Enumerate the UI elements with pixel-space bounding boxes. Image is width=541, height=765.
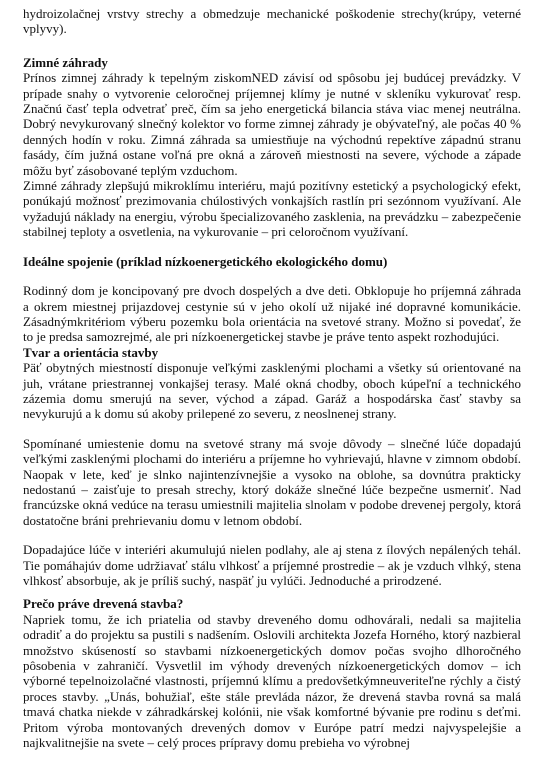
paragraph-tvar-orientacia-1: Päť obytných miestností disponuje veľkými zasklenými plochami a všetky sú orientované na juh, vrátane priestrannej vonkajšej terasy. Malé okná chodby, oboch kúpeľní a technického zázemia domu smerujú na sever, východ a západ. Garáž a hospodárska časť stavby sa nevykurujú a k domu sú akoby prilepené zo severu, z neoslnenej strany. [23, 360, 521, 422]
heading-idealne-spojenie: Ideálne spojenie (príklad nízkoenergetického ekologického domu) [23, 253, 388, 269]
paragraph-zimne-zahrady-1: Prínos zimnej záhrady k tepelným ziskomNED závisí od spôsobu jej budúcej prevádzky. V prípade snahy o vytvorenie celoročnej príjemnej klímy je nutné v skleníku vykurovať resp. Značnú časť tepla odvetrať preč, čím sa jeho energetická bilancia stáva viac menej neutrálna. Dobrý nevykurovaný slnečný kolektor vo forme zimnej záhrady je obývateľný, ale počas 40 % denných hodín v roku. Zimná záhrada sa umiestňuje na východnú repektíve západnú stranu fasády, čím južná ostane voľná pre okná a zároveň miestnosti na severe, východe a západe môžu byť zásobované teplým vzduchom. [23, 70, 521, 178]
intro-paragraph-tail: hydroizolačnej vrstvy strechy a obmedzuje mechanické poškodenie strechy(krúpy, veterné vplyvy). [23, 6, 521, 37]
heading-tvar-orientacia: Tvar a orientácia stavby [23, 344, 159, 360]
heading-preco-drevena-stavba: Prečo práve drevená stavba? [23, 596, 184, 612]
document-page [23, 0, 521, 750]
paragraph-preco-drevena-stavba-1: Napriek tomu, že ich priatelia od stavby dreveného domu odhovárali, nedali sa majitelia odradiť a do projektu sa pustili s nadšením. Oslovili architekta Jozefa Horného, ktorý nazbieral množstvo skúseností so stavbami nízkoenergetických domov počas svojho dlhoročného pôsobenia v zahraničí. Vysvetlil im výhody drevených nízkoenergetických domov – ich výborné tepelnoizolačné vlastnosti, príjemnú klímu a predovšetkýmneuveriteľne rýchly a čistý proces stavby. „Unás, bohužiaľ, ešte stále prevláda názor, že drevená stavba rovná sa malá tmavá chatka niekde v záhradkárskej kolónii, nie však komfortné bývanie pre rodinu s deťmi. Pritom výroba montovaných drevených domov v Európe patrí medzi najvyspelejšie a najkvalitnejšie na svete – celý proces prípravy domu prebieha vo výrobnej [23, 611, 521, 751]
paragraph-idealne-spojenie-1: Rodinný dom je koncipovaný pre dvoch dospelých a dve deti. Obklopuje ho príjemná záhrada a okrem miestnej prijazdovej cestynie sú v jeho okolí už nijaké iné dopravné komunikácie. Zásadnýmkritériom výberu pozemku bola orientácia na svetové strany. Možno si povedať, že to je predsa samozrejmé, ale pri nízkoenergetickej stavbe je práve tento aspekt rozhodujúci. [23, 283, 521, 345]
paragraph-tvar-orientacia-3: Dopadajúce lúče v interiéri akumulujú nielen podlahy, ale aj stena z ílových nepálených tehál. Tie pomáhajúv dome udržiavať stálu vlhkosť a príjemné prostredie – ak je vzduch vlhký, stena vlhkosť absorbuje, ak je príliš suchý, naspäť ju vylúči. Jednoduché a prirodzené. [23, 542, 521, 588]
paragraph-zimne-zahrady-2: Zimné záhrady zlepšujú mikroklímu interiéru, majú pozitívny estetický a psychologický efekt, ponúkajú možnosť prezimovania chúlostivých vonkajších rastlín pri sezónnom využívaní. Ale vyžadujú náklady na energiu, výrobu špecializovaného zasklenia, na prevádzku – zabezpečenie stabilnej teploty a osvetlenia, na vykurovanie – pri celoročnom využívaní. [23, 178, 521, 240]
paragraph-tvar-orientacia-2: Spomínané umiestenie domu na svetové strany má svoje dôvody – slnečné lúče dopadajú veľkými zasklenými plochami do interiéru a príjemne ho vyhrievajú, hlavne v zimnom období. Naopak v lete, keď je slnko najintenzívnejšie a vysoko na oblohe, sa dovnútra prakticky nedostanú – zaisťuje to presah strechy, ktorý dokáže slnečné lúče bezpečne usmerniť. Nad francúzske okná vedúce na terasu umiestnili majitelia slnolam v podobe drevenej pergoly, ktorá dostatočne bráni prehrievaniu domu v letnom období. [23, 435, 521, 528]
heading-zimne-zahrady: Zimné záhrady [23, 54, 108, 70]
